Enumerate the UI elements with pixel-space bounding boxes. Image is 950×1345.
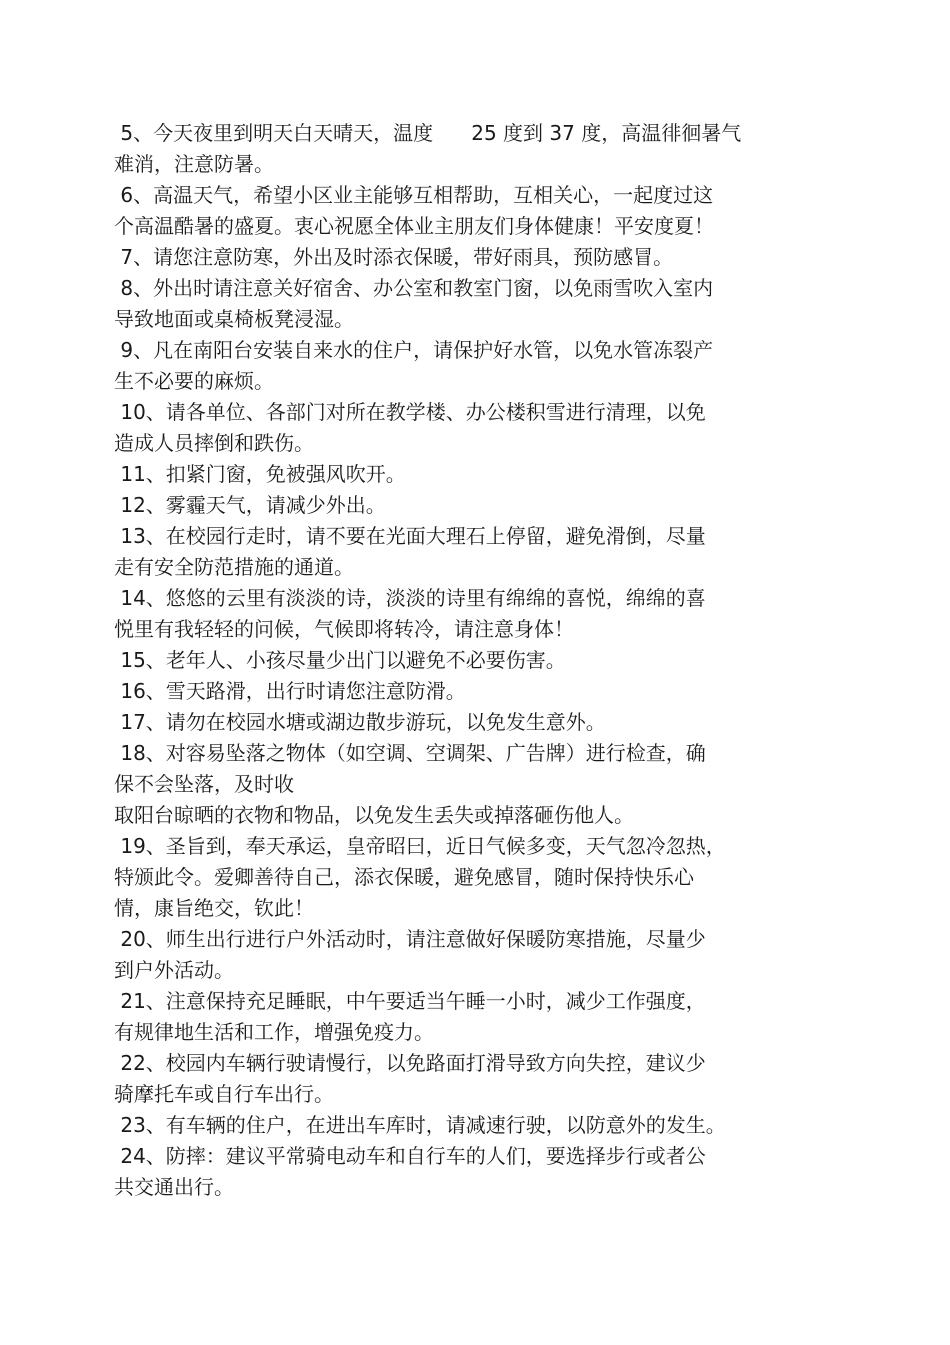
text-line: 骑摩托车或自行车出行。 xyxy=(114,1082,334,1106)
document-body xyxy=(114,118,814,1203)
text-line: 个高温酷暑的盛夏。衷心祝愿全体业主朋友们身体健康！平安度夏！ xyxy=(114,214,714,238)
text-line: 5、今天夜里到明天白天晴天，温度 25 度到 37 度，高温徘徊暑气 xyxy=(114,121,742,145)
text-line: 7、请您注意防寒，外出及时添衣保暖，带好雨具，预防感冒。 xyxy=(114,245,674,269)
text-line: 特颁此令。爱卿善待自己，添衣保暖，避免感冒，随时保持快乐心 xyxy=(114,865,694,889)
text-line: 10、请各单位、各部门对所在教学楼、办公楼积雪进行清理，以免 xyxy=(114,400,706,424)
text-line: 取阳台晾晒的衣物和物品，以免发生丢失或掉落砸伤他人。 xyxy=(114,803,634,827)
text-line: 14、悠悠的云里有淡淡的诗，淡淡的诗里有绵绵的喜悦，绵绵的喜 xyxy=(114,586,706,610)
text-line: 22、校园内车辆行驶请慢行，以免路面打滑导致方向失控，建议少 xyxy=(114,1051,706,1075)
text-line: 21、注意保持充足睡眠，中午要适当午睡一小时，减少工作强度， xyxy=(114,989,706,1013)
text-line: 19、圣旨到，奉天承运，皇帝昭曰，近日气候多变，天气忽冷忽热， xyxy=(114,834,726,858)
text-line: 12、雾霾天气，请减少外出。 xyxy=(114,493,386,517)
text-line: 情，康旨绝交，钦此！ xyxy=(114,896,314,920)
text-line: 6、高温天气，希望小区业主能够互相帮助，互相关心，一起度过这 xyxy=(114,183,714,207)
text-line: 到户外活动。 xyxy=(114,958,234,982)
text-line: 走有安全防范措施的通道。 xyxy=(114,555,354,579)
text-line: 17、请勿在校园水塘或湖边散步游玩，以免发生意外。 xyxy=(114,710,606,734)
text-line: 13、在校园行走时，请不要在光面大理石上停留，避免滑倒，尽量 xyxy=(114,524,706,548)
text-line: 11、扣紧门窗，免被强风吹开。 xyxy=(114,462,406,486)
text-line: 15、老年人、小孩尽量少出门以避免不必要伤害。 xyxy=(114,648,566,672)
text-line: 8、外出时请注意关好宿舍、办公室和教室门窗，以免雨雪吹入室内 xyxy=(114,276,714,300)
text-line: 9、凡在南阳台安装自来水的住户，请保护好水管，以免水管冻裂产 xyxy=(114,338,714,362)
text-line: 导致地面或桌椅板凳浸湿。 xyxy=(114,307,354,331)
text-line: 悦里有我轻轻的问候，气候即将转冷，请注意身体！ xyxy=(114,617,574,641)
text-line: 生不必要的麻烦。 xyxy=(114,369,274,393)
text-line: 难消，注意防暑。 xyxy=(114,152,274,176)
text-line: 有规律地生活和工作，增强免疫力。 xyxy=(114,1020,434,1044)
text-line: 造成人员摔倒和跌伤。 xyxy=(114,431,314,455)
text-line: 24、防摔：建议平常骑电动车和自行车的人们，要选择步行或者公 xyxy=(114,1144,706,1168)
text-line: 18、对容易坠落之物体（如空调、空调架、广告牌）进行检查，确 xyxy=(114,741,706,765)
text-line: 保不会坠落，及时收 xyxy=(114,772,294,796)
text-line: 16、雪天路滑，出行时请您注意防滑。 xyxy=(114,679,466,703)
text-line: 20、师生出行进行户外活动时，请注意做好保暖防寒措施，尽量少 xyxy=(114,927,706,951)
text-line: 共交通出行。 xyxy=(114,1175,234,1199)
text-line: 23、有车辆的住户，在进出车库时，请减速行驶，以防意外的发生。 xyxy=(114,1113,726,1137)
